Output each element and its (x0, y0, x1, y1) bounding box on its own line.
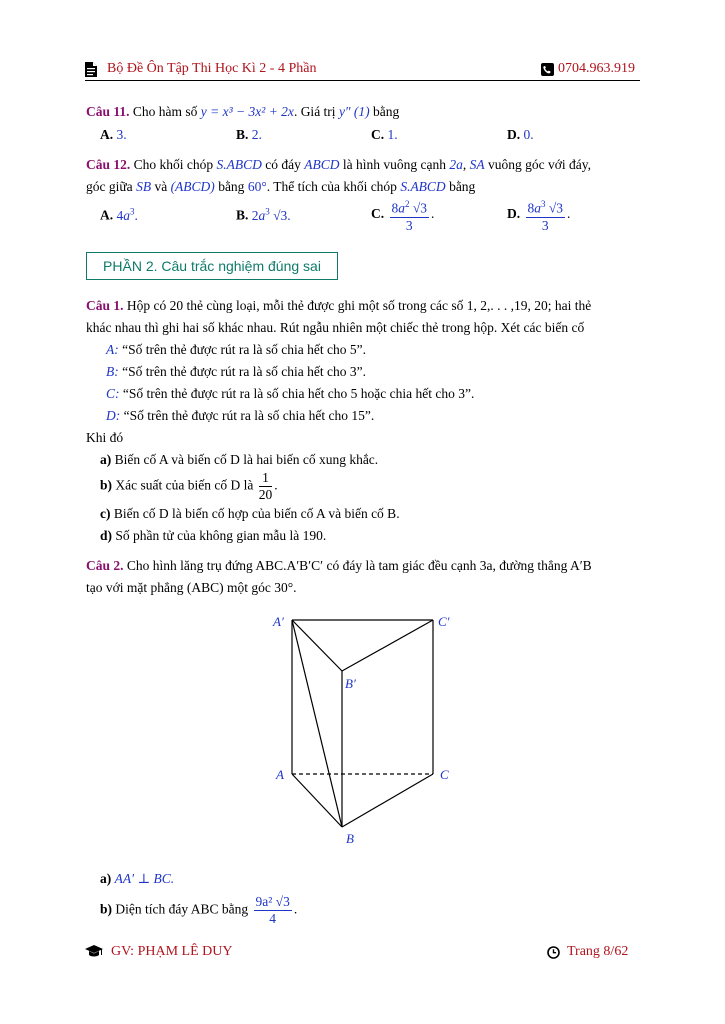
q11-option-a[interactable] (100, 127, 127, 143)
option-label: D. (507, 127, 521, 142)
q12-option-d[interactable]: D. $\frac{8a^3 √3}{3}$ . (507, 196, 570, 234)
event-b (106, 364, 366, 380)
statement-label: a) (100, 452, 112, 467)
event-name: B: (106, 364, 119, 379)
statement-text: Biến cố D là biến cố hợp của biến cố A và biến cố B. (113, 506, 400, 521)
statement-label: c) (100, 506, 111, 521)
q12-plane: (ABCD) (170, 179, 215, 194)
page-footer (85, 944, 640, 962)
c1-statement-b[interactable]: b) Xác suất của biến cố D là $\frac{1}{20}$ . (100, 470, 278, 502)
q12-base: ABCD (304, 157, 340, 172)
c1-statement-d[interactable] (100, 528, 326, 544)
event-text: “Số trên thẻ được rút ra là số chia hết cho 15”. (123, 408, 375, 423)
graduation-cap-icon (85, 945, 103, 962)
fraction-denominator: 20 (258, 487, 273, 502)
document-icon (85, 62, 97, 81)
header-phone: 0704.963.919 (558, 61, 635, 76)
label-b1: B′ (345, 676, 356, 691)
q11-text2: . Giá trị (293, 104, 336, 119)
header-title: Bộ Đề Ôn Tập Thi Học Kì 2 - 4 Phần (107, 61, 317, 76)
option-label: C. (371, 205, 385, 221)
prism-figure (260, 608, 460, 853)
statement-text: AA′ ⊥ BC. (114, 871, 175, 886)
event-name: C: (106, 386, 120, 401)
edge-b1c1 (342, 620, 433, 671)
option-label: B. (236, 127, 249, 142)
question-12-line1: Câu 12. Cho khối chóp S.ABCD có đáy ABCD là hình vuông cạnh 2a, SA vuông góc với đáy, (86, 157, 591, 172)
header-rule (85, 80, 640, 81)
question-label: Câu 1. (86, 298, 124, 313)
c1-text-line1: Hộp có 20 thẻ cùng loại, mỗi thẻ được ghi một số trong các số 1, 2,. . . ,19, 20; hai thẻ (126, 298, 592, 313)
c2-statement-a[interactable] (100, 871, 174, 887)
section-2-heading: PHẦN 2. Câu trắc nghiệm đúng sai (86, 252, 338, 280)
q12-text: và (154, 179, 168, 194)
q12-pyramid: S.ABCD (216, 157, 262, 172)
q12-pyramid: S.ABCD (400, 179, 446, 194)
statement-label: b) (100, 901, 113, 917)
option-value: 0. (523, 127, 534, 142)
q12-text: vuông góc với đáy, (487, 157, 591, 172)
option-label: B. (236, 207, 249, 223)
q12-option-b[interactable] (236, 206, 291, 224)
q12-text: bằng (218, 179, 245, 194)
q11-text3: bằng (373, 104, 400, 119)
footer-author: GV: PHẠM LÊ DUY (111, 944, 233, 959)
footer-page: Trang 8/62 (567, 944, 629, 959)
option-value: 2. (251, 127, 262, 142)
q12-text: bằng (449, 179, 476, 194)
question-label: Câu 2. (86, 558, 124, 573)
c1-statement-a[interactable] (100, 452, 378, 468)
statement-text: Xác suất của biến cố D là (115, 477, 254, 493)
option-label: A. (100, 207, 114, 223)
c1-text-line2: khác nhau thì ghi hai số khác nhau. Rút ngẫu nhiên một chiếc thẻ trong hộp. Xét các biến cố (86, 320, 585, 335)
q11-option-c[interactable] (371, 127, 398, 143)
edge-bc (342, 774, 433, 827)
c2-statement-b[interactable]: b) Diện tích đáy ABC bằng $\frac{\text{9a² √3}}{4}$ . (100, 894, 298, 926)
q12-text: là hình vuông cạnh (342, 157, 446, 172)
event-text: “Số trên thẻ được rút ra là số chia hết cho 5 hoặc chia hết cho 3”. (122, 386, 475, 401)
q11-option-d[interactable] (507, 127, 534, 143)
label-a1: A′ (273, 614, 284, 629)
q12-text: . Thể tích của khối chóp (266, 179, 397, 194)
q11-expression: y″ (1) (338, 104, 370, 119)
option-value: $2a^3$ √3. (251, 206, 291, 223)
segment-a1b (292, 620, 342, 827)
option-value: 1. (387, 127, 398, 142)
q12-sb: SB (136, 179, 152, 194)
q12-text: Cho khối chóp (133, 157, 214, 172)
q12-text: có đáy (265, 157, 301, 172)
option-label: C. (371, 127, 385, 142)
event-name: D: (106, 408, 121, 423)
option-label: D. (507, 205, 521, 221)
q12-angle: 60° (247, 179, 267, 194)
c1-line1 (86, 298, 591, 314)
probability-fraction (259, 470, 273, 503)
c2-line1 (86, 558, 592, 574)
option-value: $4a^3$. (116, 206, 138, 223)
option-value: 3. (116, 127, 127, 142)
q11-option-b[interactable] (236, 127, 262, 143)
page-header (85, 60, 640, 80)
c2-text-line2: tạo với mặt phẳng (ABC) một góc 30°. (86, 580, 297, 595)
label-a: A (276, 767, 284, 782)
q12-option-c[interactable]: C. $\frac{8a^2 √3}{3}$ . (371, 196, 434, 234)
label-b: B (346, 831, 354, 846)
option-label: A. (100, 127, 114, 142)
q12-sa: SA (469, 157, 485, 172)
event-text: “Số trên thẻ được rút ra là số chia hết cho 5”. (122, 342, 366, 357)
option-value: $\frac{8a^3 √3}{3}$ (526, 196, 566, 234)
statement-text: Biến cố A và biến cố D là hai biến cố xung khắc. (114, 452, 379, 467)
statement-label: a) (100, 871, 112, 886)
event-name: A: (106, 342, 119, 357)
option-value: $\frac{8a^2 √3}{3}$ (390, 196, 430, 234)
fraction-numerator: 9a² √3 (255, 894, 290, 909)
q11-text1: Cho hàm số (132, 104, 198, 119)
statement-text: Diện tích đáy ABC bằng (115, 901, 249, 917)
label-c: C (440, 767, 449, 782)
edge-a1b1 (292, 620, 342, 671)
clock-icon (547, 946, 560, 963)
statement-text: Số phần tử của không gian mẫu là 190. (115, 528, 327, 543)
c1-statement-c[interactable] (100, 506, 400, 522)
q12-text: góc giữa (86, 179, 133, 194)
statement-label: d) (100, 528, 113, 543)
edge-ab (292, 774, 342, 827)
question-label: Câu 11. (86, 104, 130, 119)
event-a (106, 342, 366, 358)
event-d (106, 408, 374, 424)
fraction-numerator: 1 (259, 470, 273, 487)
question-11 (86, 104, 399, 120)
statement-label: b) (100, 477, 113, 493)
c2-text-line1: Cho hình lăng trụ đứng ABC.A′B′C′ có đáy là tam giác đều cạnh 3a, đường thẳng A′B (126, 558, 592, 573)
q12-edge: 2a (449, 157, 463, 172)
event-text: “Số trên thẻ được rút ra là số chia hết cho 3”. (122, 364, 366, 379)
phone-icon (541, 63, 554, 80)
event-c (106, 386, 474, 402)
q11-function: y = x³ − 3x² + 2x (200, 104, 294, 119)
fraction-denominator: 4 (269, 911, 277, 926)
question-12-line2 (86, 179, 475, 195)
area-fraction (254, 894, 292, 927)
label-c1: C′ (438, 614, 450, 629)
c1-khi-do: Khi đó (86, 430, 124, 445)
question-label: Câu 12. (86, 157, 131, 172)
q12-option-a[interactable] (100, 206, 138, 224)
